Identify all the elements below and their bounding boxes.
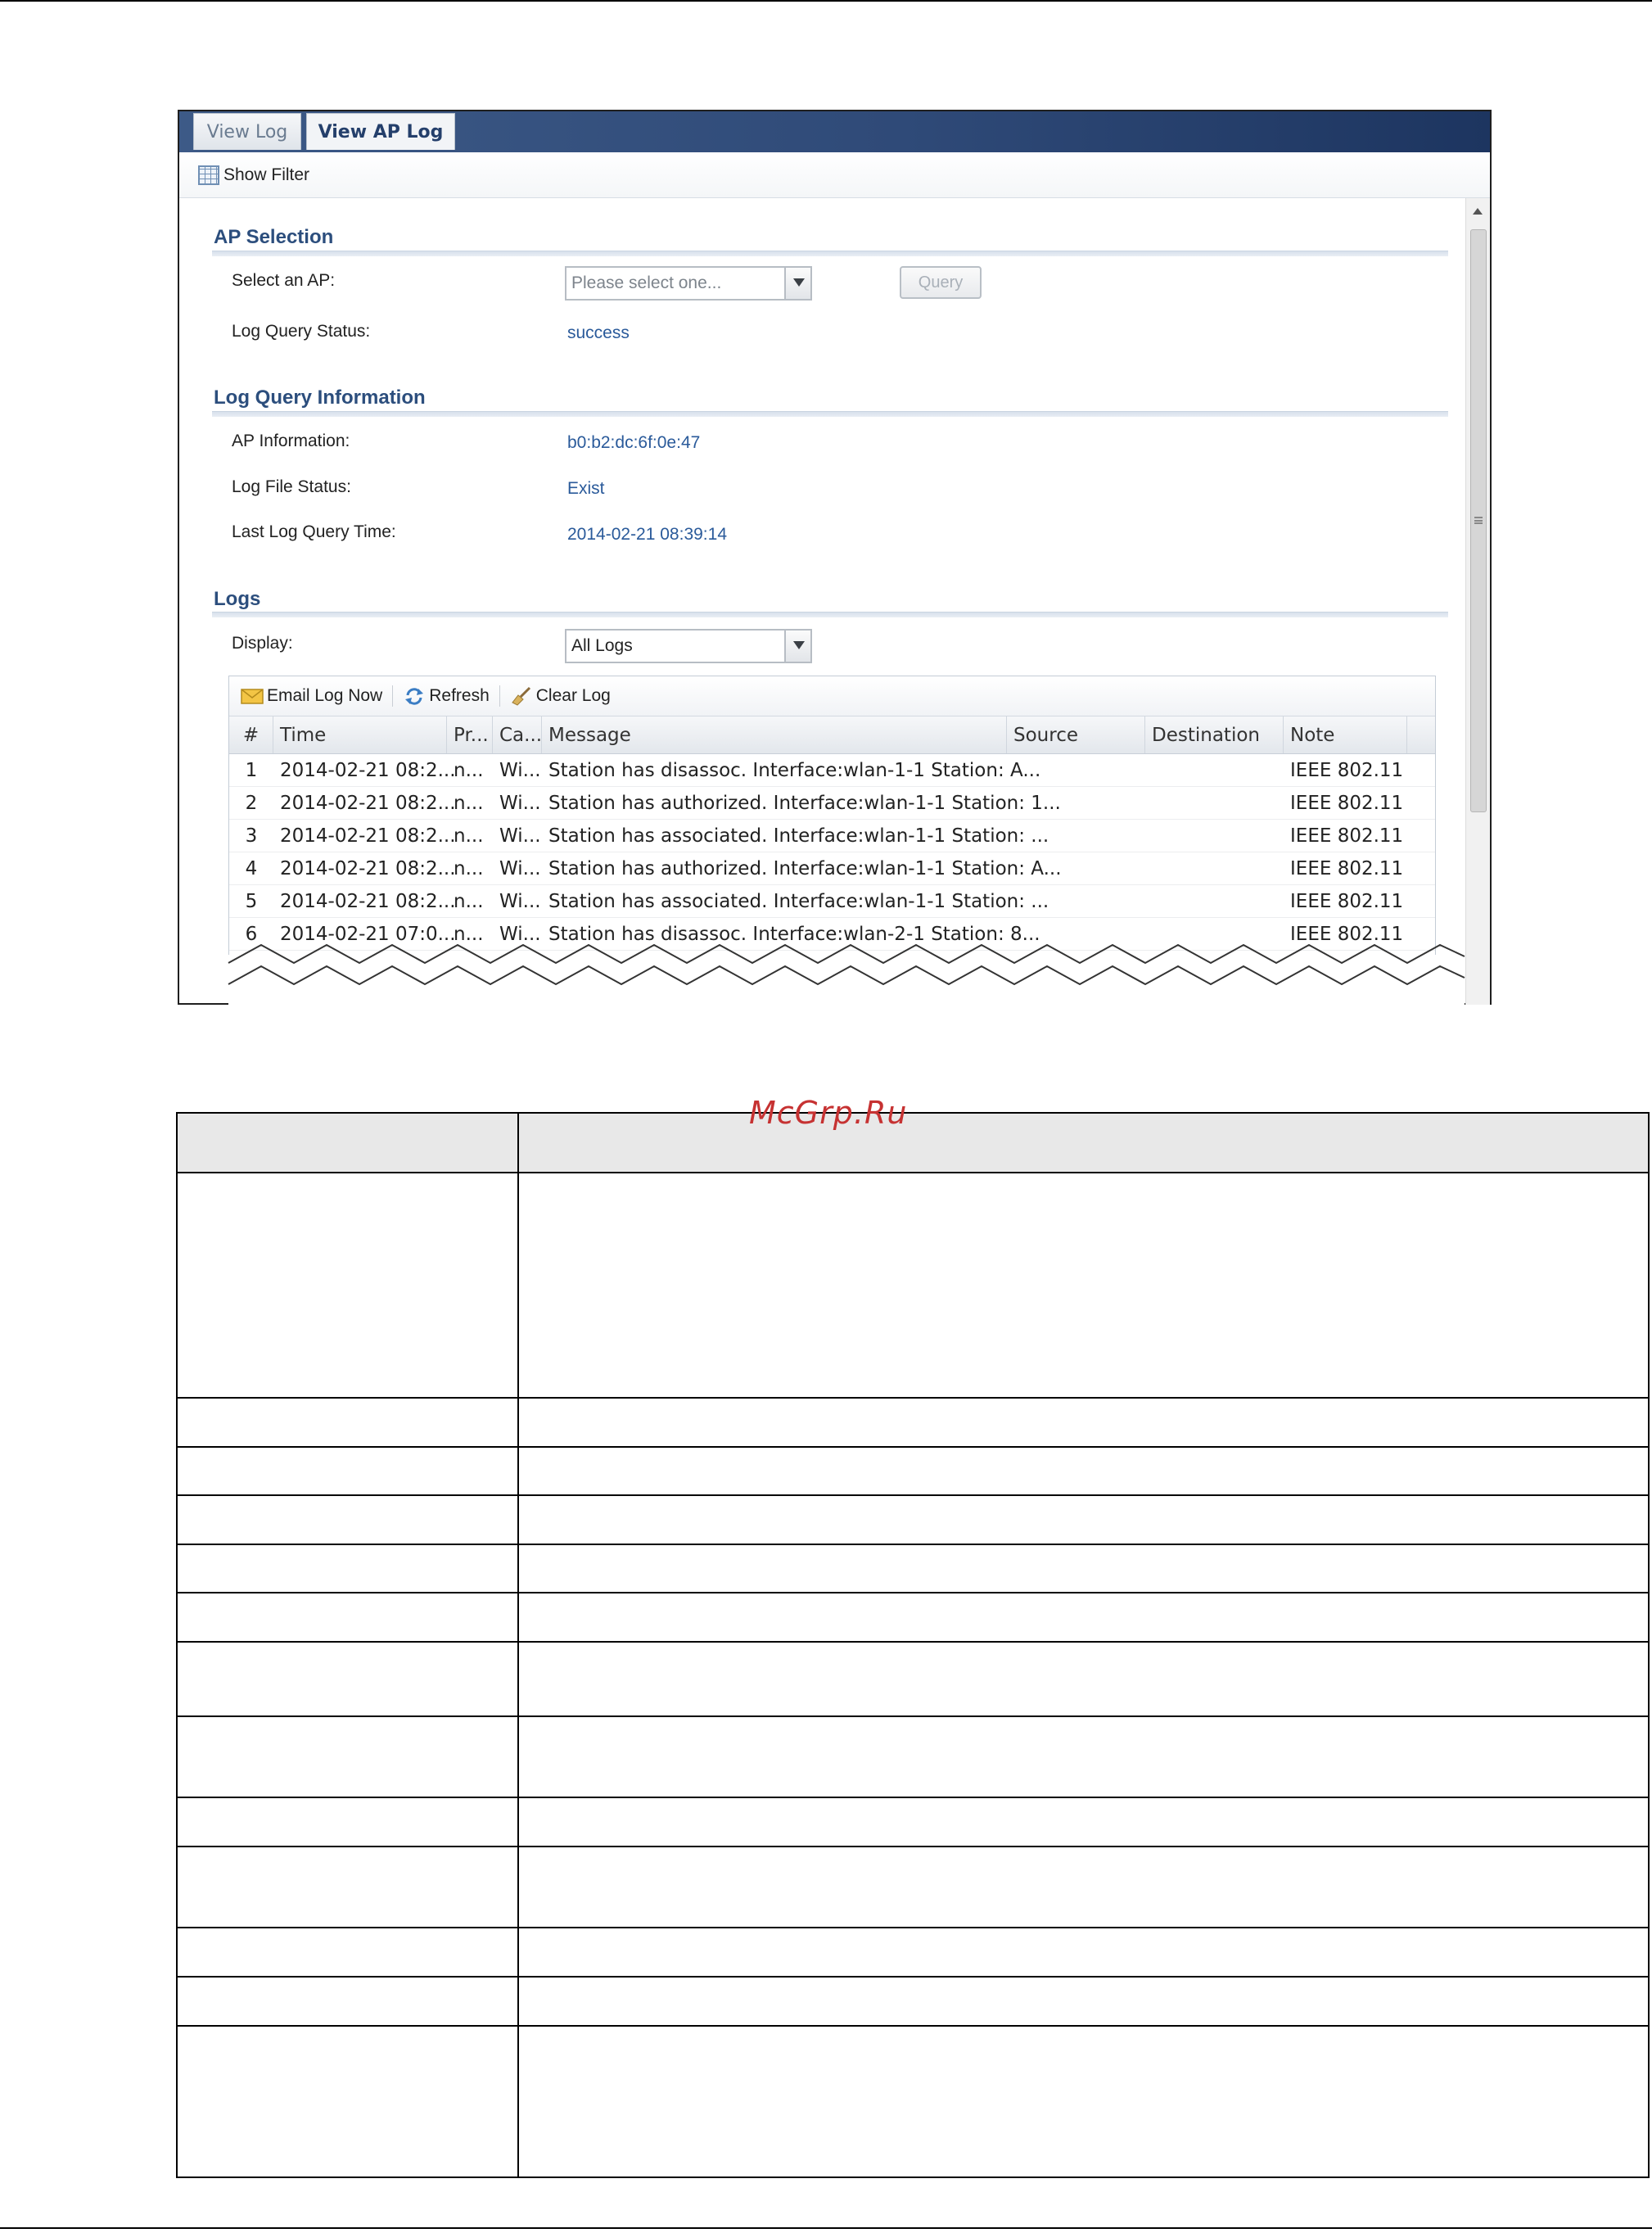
table-row[interactable] (229, 754, 1435, 787)
column-header-message[interactable]: Message (542, 716, 1007, 753)
cell-priority: n... (454, 923, 484, 945)
column-header-number[interactable]: # (229, 716, 273, 753)
log-file-status-label: Log File Status: (232, 477, 351, 496)
table-row (178, 1847, 1648, 1928)
email-log-now-label: Email Log Now (267, 686, 383, 705)
cell-destination (1145, 885, 1284, 917)
vertical-scrollbar[interactable] (1465, 198, 1490, 1005)
ap-log-screenshot (178, 110, 1492, 1005)
scrollbar-thumb[interactable] (1470, 229, 1487, 812)
table-row (178, 1593, 1648, 1643)
toolbar-separator (499, 685, 500, 707)
broom-icon (510, 687, 533, 705)
cell-destination (1145, 852, 1284, 884)
ap-information-value: b0:b2:dc:6f:0e:47 (567, 433, 701, 452)
logs-header-row (229, 716, 1435, 754)
table-row (178, 1173, 1648, 1399)
cell-message: Station has associated. Interface:wlan-1-1 Station: ... (548, 890, 1049, 912)
table-row (178, 1496, 1648, 1545)
table-row (178, 1717, 1648, 1798)
column-header-destination[interactable]: Destination (1145, 716, 1284, 753)
table-row (178, 1978, 1648, 2027)
cell-time: 2014-02-21 08:2... (280, 857, 456, 879)
chevron-down-icon (784, 631, 810, 662)
cell-priority: n... (454, 825, 484, 847)
log-file-status-value: Exist (567, 479, 605, 498)
cell-category: Wi... (499, 792, 541, 814)
cell-message: Station has authorized. Interface:wlan-1-1 Station: 1... (548, 792, 1061, 814)
section-title-log-query-info: Log Query Information (214, 386, 426, 409)
cell-number: 2 (245, 792, 258, 814)
table-row (178, 1545, 1648, 1593)
scroll-up-arrow-icon[interactable] (1473, 208, 1483, 215)
log-query-status-value: success (567, 323, 630, 342)
cell-category: Wi... (499, 890, 541, 912)
cell-source (1007, 852, 1145, 884)
cell-category: Wi... (499, 759, 541, 781)
select-ap-dropdown[interactable] (565, 266, 812, 301)
cell-category: Wi... (499, 825, 541, 847)
tab-bar (179, 111, 1490, 152)
torn-edge-zigzag (228, 930, 1465, 1006)
ap-information-label: AP Information: (232, 432, 350, 450)
select-ap-label: Select an AP: (232, 271, 336, 290)
clear-log-button[interactable] (505, 686, 616, 706)
cell-time: 2014-02-21 08:2... (280, 825, 456, 847)
last-log-query-time-value: 2014-02-21 08:39:14 (567, 525, 727, 544)
cell-priority: n... (454, 792, 484, 814)
cell-message: Station has disassoc. Interface:wlan-1-1 Station: A... (548, 759, 1041, 781)
scrollbar-grip-icon (1474, 517, 1483, 524)
cell-destination (1145, 820, 1284, 852)
section-divider (212, 411, 1448, 417)
cell-source (1007, 885, 1145, 917)
table-header-row (178, 1114, 1648, 1173)
toolbar-separator (392, 685, 393, 707)
cell-source (1007, 754, 1145, 786)
column-header-source[interactable]: Source (1007, 716, 1145, 753)
cell-number: 4 (245, 857, 258, 879)
select-ap-placeholder: Please select one... (571, 273, 722, 292)
cell-time: 2014-02-21 08:2... (280, 759, 456, 781)
log-query-status-label: Log Query Status: (232, 322, 371, 341)
cell-note: IEEE 802.11 (1290, 890, 1404, 912)
refresh-label: Refresh (429, 686, 490, 705)
cell-note: IEEE 802.11 (1290, 825, 1404, 847)
cell-message: Station has disassoc. Interface:wlan-2-1 Station: 8... (548, 923, 1040, 945)
cell-priority: n... (454, 857, 484, 879)
display-dropdown[interactable] (565, 629, 812, 663)
cell-destination (1145, 754, 1284, 786)
table-row[interactable] (229, 820, 1435, 852)
table-row[interactable] (229, 852, 1435, 885)
cell-time: 2014-02-21 08:2... (280, 792, 456, 814)
cell-note: IEEE 802.11 (1290, 759, 1404, 781)
show-filter-label: Show Filter (223, 165, 310, 184)
watermark-text: McGrp.Ru (749, 1095, 908, 1131)
section-divider (212, 251, 1448, 256)
table-row (178, 1928, 1648, 1978)
cell-source (1007, 787, 1145, 819)
cell-number: 3 (245, 825, 258, 847)
display-selected-value: All Logs (571, 636, 633, 655)
column-header-category[interactable]: Ca... (493, 716, 542, 753)
table-row[interactable] (229, 787, 1435, 820)
cell-message: Station has associated. Interface:wlan-1-1 Station: ... (548, 825, 1049, 847)
column-header-priority[interactable]: Pr... (447, 716, 493, 753)
section-title-ap-selection: AP Selection (214, 226, 334, 248)
cell-category: Wi... (499, 857, 541, 879)
page-top-rule (0, 0, 1652, 2)
query-button[interactable]: Query (900, 266, 982, 299)
table-icon (198, 165, 219, 185)
cell-note: IEEE 802.11 (1290, 857, 1404, 879)
cell-destination (1145, 787, 1284, 819)
cell-number: 1 (245, 759, 258, 781)
table-row (178, 1399, 1648, 1448)
email-log-now-button[interactable] (236, 686, 387, 706)
tab-view-ap-log[interactable]: View AP Log (306, 113, 455, 150)
chevron-down-icon (784, 268, 810, 299)
display-label: Display: (232, 634, 293, 653)
tab-view-log[interactable]: View Log (193, 113, 301, 150)
cell-category: Wi... (499, 923, 541, 945)
field-description-table (176, 1112, 1650, 2178)
table-row[interactable] (229, 885, 1435, 918)
cell-priority: n... (454, 759, 484, 781)
page-bottom-rule (0, 2227, 1652, 2229)
cell-number: 5 (245, 890, 258, 912)
clear-log-label: Clear Log (535, 686, 611, 705)
refresh-icon (403, 687, 426, 705)
cell-note: IEEE 802.11 (1290, 923, 1404, 945)
cell-time: 2014-02-21 07:0... (280, 923, 456, 945)
last-log-query-time-label: Last Log Query Time: (232, 522, 396, 541)
table-row (178, 1643, 1648, 1717)
table-row (178, 1448, 1648, 1496)
cell-source (1007, 820, 1145, 852)
show-filter-button[interactable] (179, 152, 1490, 198)
envelope-icon (241, 687, 264, 705)
cell-priority: n... (454, 890, 484, 912)
cell-note: IEEE 802.11 (1290, 792, 1404, 814)
cell-number: 6 (245, 923, 258, 945)
logs-toolbar (229, 676, 1435, 716)
section-title-logs: Logs (214, 588, 261, 610)
column-header-note[interactable]: Note (1284, 716, 1407, 753)
column-header-time[interactable]: Time (273, 716, 447, 753)
section-divider (212, 612, 1448, 617)
cell-message: Station has authorized. Interface:wlan-1-1 Station: A... (548, 857, 1062, 879)
table-row (178, 1798, 1648, 1847)
refresh-button[interactable] (398, 686, 494, 706)
cell-time: 2014-02-21 08:2... (280, 890, 456, 912)
table-column-divider (517, 1114, 519, 2176)
